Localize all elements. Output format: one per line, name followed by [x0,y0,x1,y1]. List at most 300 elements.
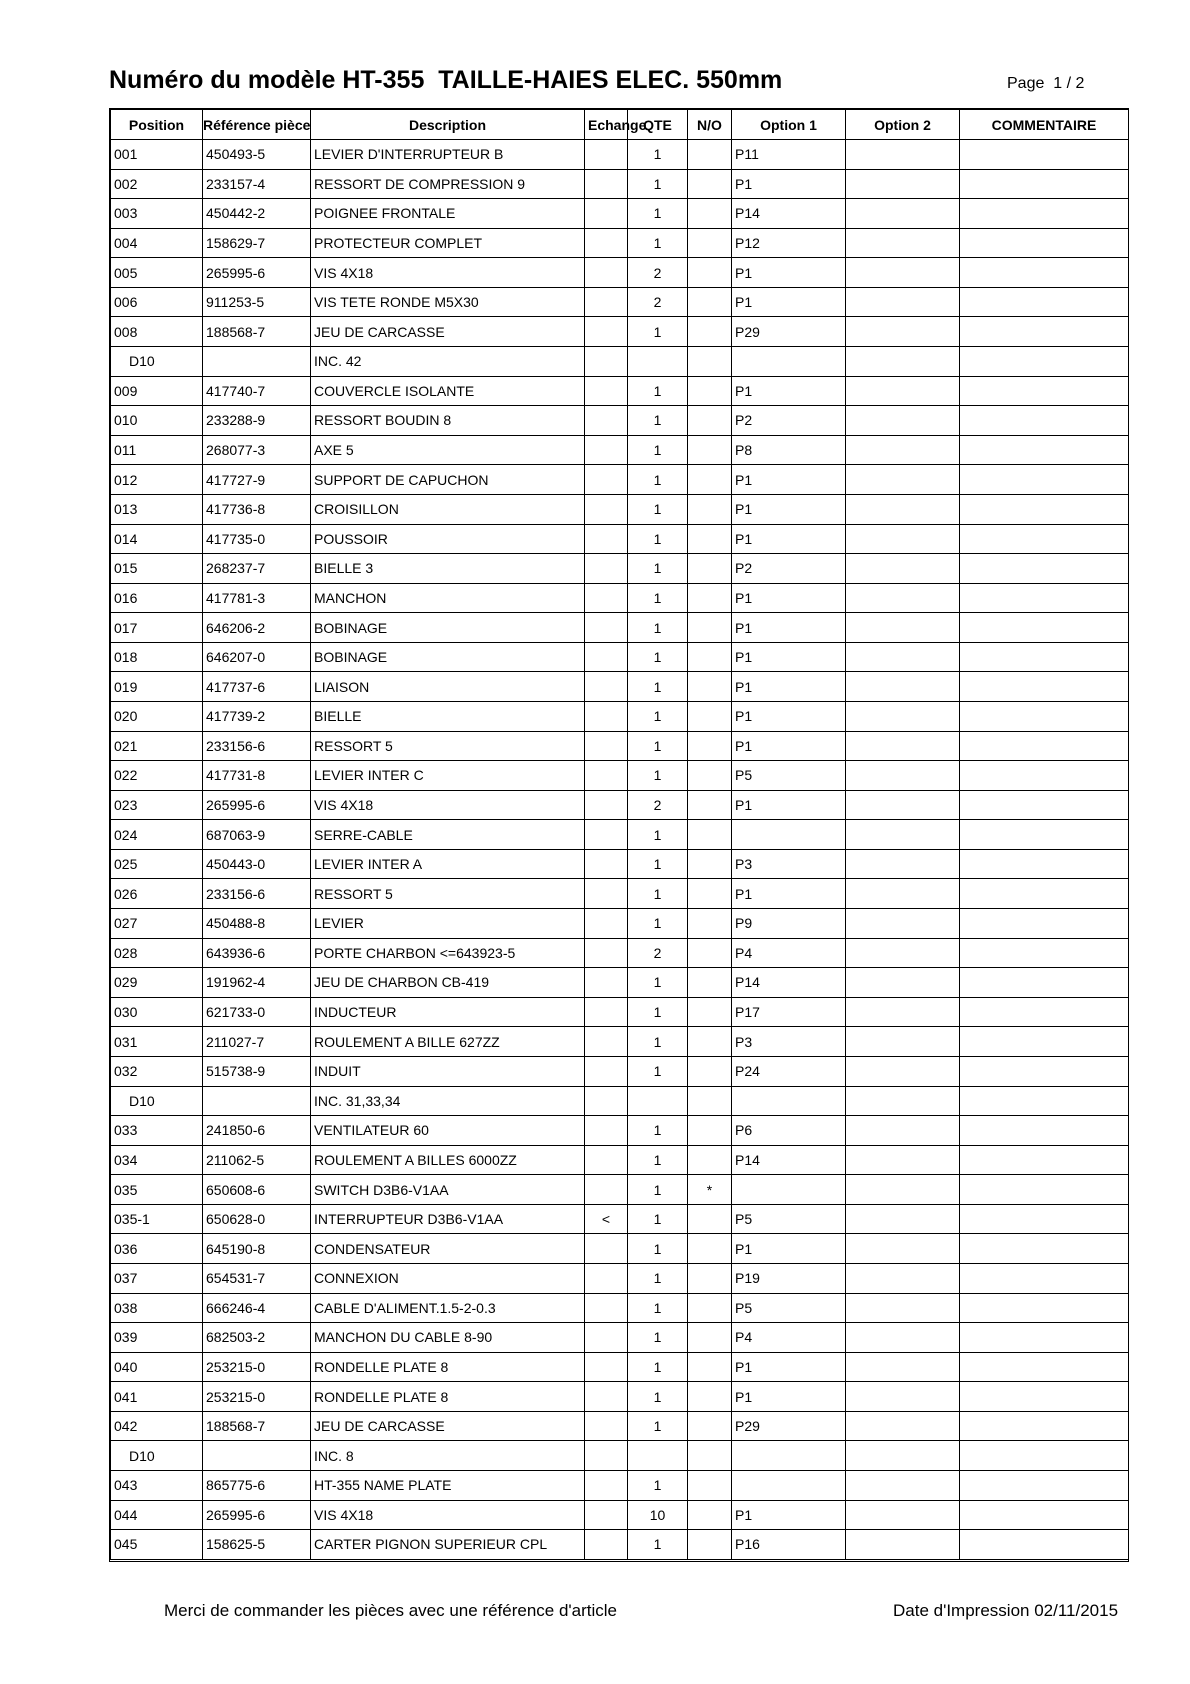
page-title: Numéro du modèle HT-355 TAILLE-HAIES ELEC. 550mm [109,66,783,94]
cell-position: 014 [111,524,203,554]
cell-comment [960,1441,1129,1471]
cell-no [688,435,732,465]
cell-position: 029 [111,968,203,998]
cell-option2 [846,287,960,317]
cell-option1: P1 [732,701,846,731]
cell-position: 044 [111,1500,203,1530]
cell-comment [960,1471,1129,1501]
cell-option2 [846,1116,960,1146]
cell-option2 [846,228,960,258]
cell-option1: P5 [732,761,846,791]
table-row [111,228,1129,258]
cell-qty: 1 [628,554,688,584]
cell-comment [960,258,1129,288]
cell-option1: P1 [732,287,846,317]
cell-no [688,1086,732,1116]
cell-no [688,169,732,199]
cell-reference: 191962-4 [203,968,311,998]
table-row [111,287,1129,317]
cell-qty [628,1441,688,1471]
cell-description: CONNEXION [311,1263,585,1293]
cell-option1: P11 [732,140,846,170]
cell-reference: 643936-6 [203,938,311,968]
table-row [111,938,1129,968]
cell-option2 [846,1027,960,1057]
column-header-no: N/O [688,110,732,140]
cell-no [688,1471,732,1501]
footer-note: Merci de commander les pièces avec une référence d'article [164,1601,618,1620]
print-date: Date d'Impression 02/11/2015 [893,1601,1119,1620]
cell-position: 034 [111,1145,203,1175]
cell-reference [203,1086,311,1116]
cell-exchange [585,849,628,879]
cell-description: MANCHON [311,583,585,613]
cell-position: 022 [111,761,203,791]
cell-exchange [585,790,628,820]
cell-no [688,968,732,998]
cell-option1: P1 [732,494,846,524]
cell-exchange [585,1056,628,1086]
table-row [111,317,1129,347]
cell-option1: P1 [732,1352,846,1382]
table-row [111,1116,1129,1146]
cell-comment [960,1086,1129,1116]
cell-exchange [585,1263,628,1293]
cell-no [688,701,732,731]
cell-exchange [585,1500,628,1530]
cell-position: 020 [111,701,203,731]
table-row [111,1323,1129,1353]
cell-comment [960,1056,1129,1086]
cell-option2 [846,1293,960,1323]
cell-exchange [585,347,628,377]
cell-comment [960,583,1129,613]
cell-reference: 911253-5 [203,287,311,317]
cell-qty: 1 [628,465,688,495]
cell-qty: 1 [628,199,688,229]
cell-reference: 450442-2 [203,199,311,229]
table-row [111,997,1129,1027]
cell-option2 [846,938,960,968]
cell-no [688,1352,732,1382]
cell-comment [960,1027,1129,1057]
cell-qty: 1 [628,169,688,199]
cell-no [688,761,732,791]
cell-qty: 1 [628,1175,688,1205]
cell-reference: 253215-0 [203,1382,311,1412]
cell-exchange [585,761,628,791]
cell-qty: 1 [628,1323,688,1353]
cell-description: CONDENSATEUR [311,1234,585,1264]
cell-reference: 865775-6 [203,1471,311,1501]
cell-position: 016 [111,583,203,613]
cell-exchange [585,1086,628,1116]
cell-option1 [732,1471,846,1501]
cell-option2 [846,1056,960,1086]
cell-position: 021 [111,731,203,761]
table-row [111,613,1129,643]
cell-position: 005 [111,258,203,288]
cell-exchange [585,228,628,258]
cell-reference: 450443-0 [203,849,311,879]
cell-option1: P9 [732,909,846,939]
cell-position: 027 [111,909,203,939]
cell-no [688,1500,732,1530]
cell-option1: P16 [732,1530,846,1560]
table-row [111,199,1129,229]
cell-no [688,258,732,288]
table-row [111,1027,1129,1057]
cell-qty: 1 [628,672,688,702]
cell-no: * [688,1175,732,1205]
cell-reference: 646206-2 [203,613,311,643]
cell-qty: 1 [628,1145,688,1175]
cell-option1: P3 [732,1027,846,1057]
cell-position: 013 [111,494,203,524]
cell-option1: P1 [732,465,846,495]
cell-option1 [732,1175,846,1205]
cell-option1: P2 [732,406,846,436]
cell-exchange [585,968,628,998]
cell-option2 [846,1145,960,1175]
cell-option2 [846,1263,960,1293]
cell-qty: 1 [628,1382,688,1412]
table-row [111,406,1129,436]
cell-position: 037 [111,1263,203,1293]
cell-option1: P5 [732,1204,846,1234]
cell-comment [960,1323,1129,1353]
cell-option2 [846,1234,960,1264]
cell-qty: 1 [628,849,688,879]
cell-description: RESSORT 5 [311,879,585,909]
cell-no [688,583,732,613]
cell-position: 036 [111,1234,203,1264]
cell-option2 [846,613,960,643]
cell-position: D10 [111,1441,203,1471]
cell-option1: P1 [732,731,846,761]
cell-no [688,1441,732,1471]
cell-option1: P1 [732,613,846,643]
cell-reference: 682503-2 [203,1323,311,1353]
table-row [111,140,1129,170]
cell-position: 030 [111,997,203,1027]
cell-comment [960,554,1129,584]
cell-comment [960,1263,1129,1293]
cell-position: 035 [111,1175,203,1205]
cell-option1 [732,1086,846,1116]
cell-description: INTERRUPTEUR D3B6-V1AA [311,1204,585,1234]
cell-reference: 666246-4 [203,1293,311,1323]
cell-option1: P17 [732,997,846,1027]
cell-option1: P8 [732,435,846,465]
cell-option1: P19 [732,1263,846,1293]
cell-option2 [846,1204,960,1234]
cell-reference: 265995-6 [203,258,311,288]
cell-reference: 253215-0 [203,1352,311,1382]
cell-exchange: < [585,1204,628,1234]
cell-comment [960,731,1129,761]
cell-reference: 265995-6 [203,790,311,820]
cell-position: 011 [111,435,203,465]
cell-reference: 645190-8 [203,1234,311,1264]
cell-option2 [846,347,960,377]
table-row [111,672,1129,702]
cell-comment [960,376,1129,406]
cell-option1: P6 [732,1116,846,1146]
cell-option2 [846,583,960,613]
cell-qty [628,1086,688,1116]
table-row [111,465,1129,495]
cell-no [688,524,732,554]
table-row [111,761,1129,791]
cell-option1: P1 [732,1382,846,1412]
cell-comment [960,1411,1129,1441]
cell-position: 003 [111,199,203,229]
cell-exchange [585,140,628,170]
cell-qty: 2 [628,938,688,968]
cell-qty: 1 [628,317,688,347]
cell-qty: 1 [628,228,688,258]
cell-comment [960,938,1129,968]
cell-comment [960,465,1129,495]
cell-reference: 417781-3 [203,583,311,613]
cell-qty [628,347,688,377]
cell-option1: P1 [732,258,846,288]
cell-exchange [585,731,628,761]
cell-comment [960,701,1129,731]
cell-description: POIGNEE FRONTALE [311,199,585,229]
cell-exchange [585,199,628,229]
cell-no [688,938,732,968]
cell-option1: P1 [732,790,846,820]
cell-option2 [846,701,960,731]
cell-reference: 241850-6 [203,1116,311,1146]
cell-position: 024 [111,820,203,850]
cell-reference: 417737-6 [203,672,311,702]
cell-position: 010 [111,406,203,436]
cell-option1: P1 [732,879,846,909]
cell-no [688,909,732,939]
cell-position: 002 [111,169,203,199]
cell-option1: P14 [732,1145,846,1175]
cell-position: 008 [111,317,203,347]
cell-option2 [846,1382,960,1412]
cell-position: 017 [111,613,203,643]
cell-exchange [585,1471,628,1501]
cell-option1: P1 [732,376,846,406]
cell-no [688,790,732,820]
cell-exchange [585,1352,628,1382]
cell-description: RONDELLE PLATE 8 [311,1352,585,1382]
cell-comment [960,790,1129,820]
cell-position: D10 [111,1086,203,1116]
cell-option2 [846,199,960,229]
cell-exchange [585,376,628,406]
cell-qty: 2 [628,258,688,288]
cell-exchange [585,554,628,584]
cell-no [688,1027,732,1057]
cell-no [688,347,732,377]
cell-comment [960,849,1129,879]
cell-description: PORTE CHARBON <=643923-5 [311,938,585,968]
cell-reference: 417727-9 [203,465,311,495]
cell-option2 [846,1471,960,1501]
cell-description: BOBINAGE [311,613,585,643]
column-header-option2: Option 2 [846,110,960,140]
cell-option1: P5 [732,1293,846,1323]
table-header-row [111,110,1129,140]
cell-comment [960,435,1129,465]
cell-option1 [732,1441,846,1471]
cell-exchange [585,613,628,643]
cell-option2 [846,968,960,998]
cell-option2 [846,376,960,406]
table-row [111,554,1129,584]
column-header-exchange: Echange [585,110,628,140]
cell-no [688,1234,732,1264]
cell-no [688,1116,732,1146]
cell-comment [960,287,1129,317]
table-row [111,1145,1129,1175]
cell-description: BOBINAGE [311,642,585,672]
cell-description: CROISILLON [311,494,585,524]
column-header-reference: Référence pièce [203,110,311,140]
cell-comment [960,1204,1129,1234]
cell-position: 028 [111,938,203,968]
cell-reference: 268077-3 [203,435,311,465]
cell-option2 [846,465,960,495]
cell-no [688,376,732,406]
cell-description: VIS 4X18 [311,790,585,820]
cell-no [688,672,732,702]
cell-position: D10 [111,347,203,377]
cell-option2 [846,258,960,288]
cell-option2 [846,997,960,1027]
cell-comment [960,642,1129,672]
cell-description: VIS 4X18 [311,258,585,288]
cell-position: 025 [111,849,203,879]
cell-qty: 1 [628,1352,688,1382]
cell-no [688,613,732,643]
cell-description: AXE 5 [311,435,585,465]
cell-description: VIS TETE RONDE M5X30 [311,287,585,317]
cell-description: VENTILATEUR 60 [311,1116,585,1146]
cell-option2 [846,494,960,524]
cell-reference: 233156-6 [203,731,311,761]
cell-description: SWITCH D3B6-V1AA [311,1175,585,1205]
cell-reference: 646207-0 [203,642,311,672]
cell-reference: 650608-6 [203,1175,311,1205]
cell-option1: P14 [732,968,846,998]
cell-reference: 417736-8 [203,494,311,524]
cell-qty: 1 [628,435,688,465]
cell-comment [960,1352,1129,1382]
table-row [111,879,1129,909]
cell-qty: 1 [628,1234,688,1264]
cell-comment [960,1175,1129,1205]
table-row [111,1234,1129,1264]
cell-no [688,406,732,436]
cell-exchange [585,1411,628,1441]
cell-description: JEU DE CHARBON CB-419 [311,968,585,998]
cell-qty: 1 [628,1293,688,1323]
cell-option1: P29 [732,1411,846,1441]
cell-reference: 654531-7 [203,1263,311,1293]
cell-no [688,997,732,1027]
cell-option2 [846,140,960,170]
cell-qty: 1 [628,494,688,524]
parts-table-body [111,140,1129,1560]
cell-option2 [846,642,960,672]
cell-no [688,465,732,495]
cell-option1 [732,820,846,850]
cell-exchange [585,465,628,495]
column-header-qty: QTE [628,110,688,140]
cell-description: LEVIER INTER A [311,849,585,879]
cell-no [688,1145,732,1175]
parts-table [110,109,1129,1560]
cell-description: CABLE D'ALIMENT.1.5-2-0.3 [311,1293,585,1323]
cell-option1: P1 [732,642,846,672]
cell-option2 [846,849,960,879]
cell-option1: P1 [732,583,846,613]
cell-comment [960,1234,1129,1264]
cell-position: 009 [111,376,203,406]
cell-comment [960,524,1129,554]
cell-exchange [585,1145,628,1175]
cell-option2 [846,169,960,199]
cell-reference: 233156-6 [203,879,311,909]
cell-position: 033 [111,1116,203,1146]
cell-no [688,1530,732,1560]
cell-reference: 417735-0 [203,524,311,554]
cell-qty: 2 [628,790,688,820]
cell-option1: P2 [732,554,846,584]
cell-position: 018 [111,642,203,672]
cell-exchange [585,406,628,436]
cell-qty: 1 [628,1204,688,1234]
cell-reference [203,347,311,377]
cell-option1: P1 [732,672,846,702]
table-row [111,494,1129,524]
cell-option2 [846,909,960,939]
cell-position: 012 [111,465,203,495]
cell-reference: 450488-8 [203,909,311,939]
cell-exchange [585,672,628,702]
cell-option2 [846,435,960,465]
cell-reference: 268237-7 [203,554,311,584]
table-row [111,1471,1129,1501]
cell-position: 039 [111,1323,203,1353]
cell-qty: 10 [628,1500,688,1530]
table-row [111,790,1129,820]
cell-qty: 1 [628,1027,688,1057]
cell-option1: P4 [732,938,846,968]
cell-reference: 158625-5 [203,1530,311,1560]
cell-option2 [846,1411,960,1441]
cell-option2 [846,1352,960,1382]
cell-position: 032 [111,1056,203,1086]
cell-option2 [846,524,960,554]
cell-exchange [585,997,628,1027]
table-row [111,701,1129,731]
cell-no [688,731,732,761]
cell-exchange [585,317,628,347]
cell-comment [960,347,1129,377]
cell-description: SUPPORT DE CAPUCHON [311,465,585,495]
cell-comment [960,228,1129,258]
cell-option2 [846,761,960,791]
